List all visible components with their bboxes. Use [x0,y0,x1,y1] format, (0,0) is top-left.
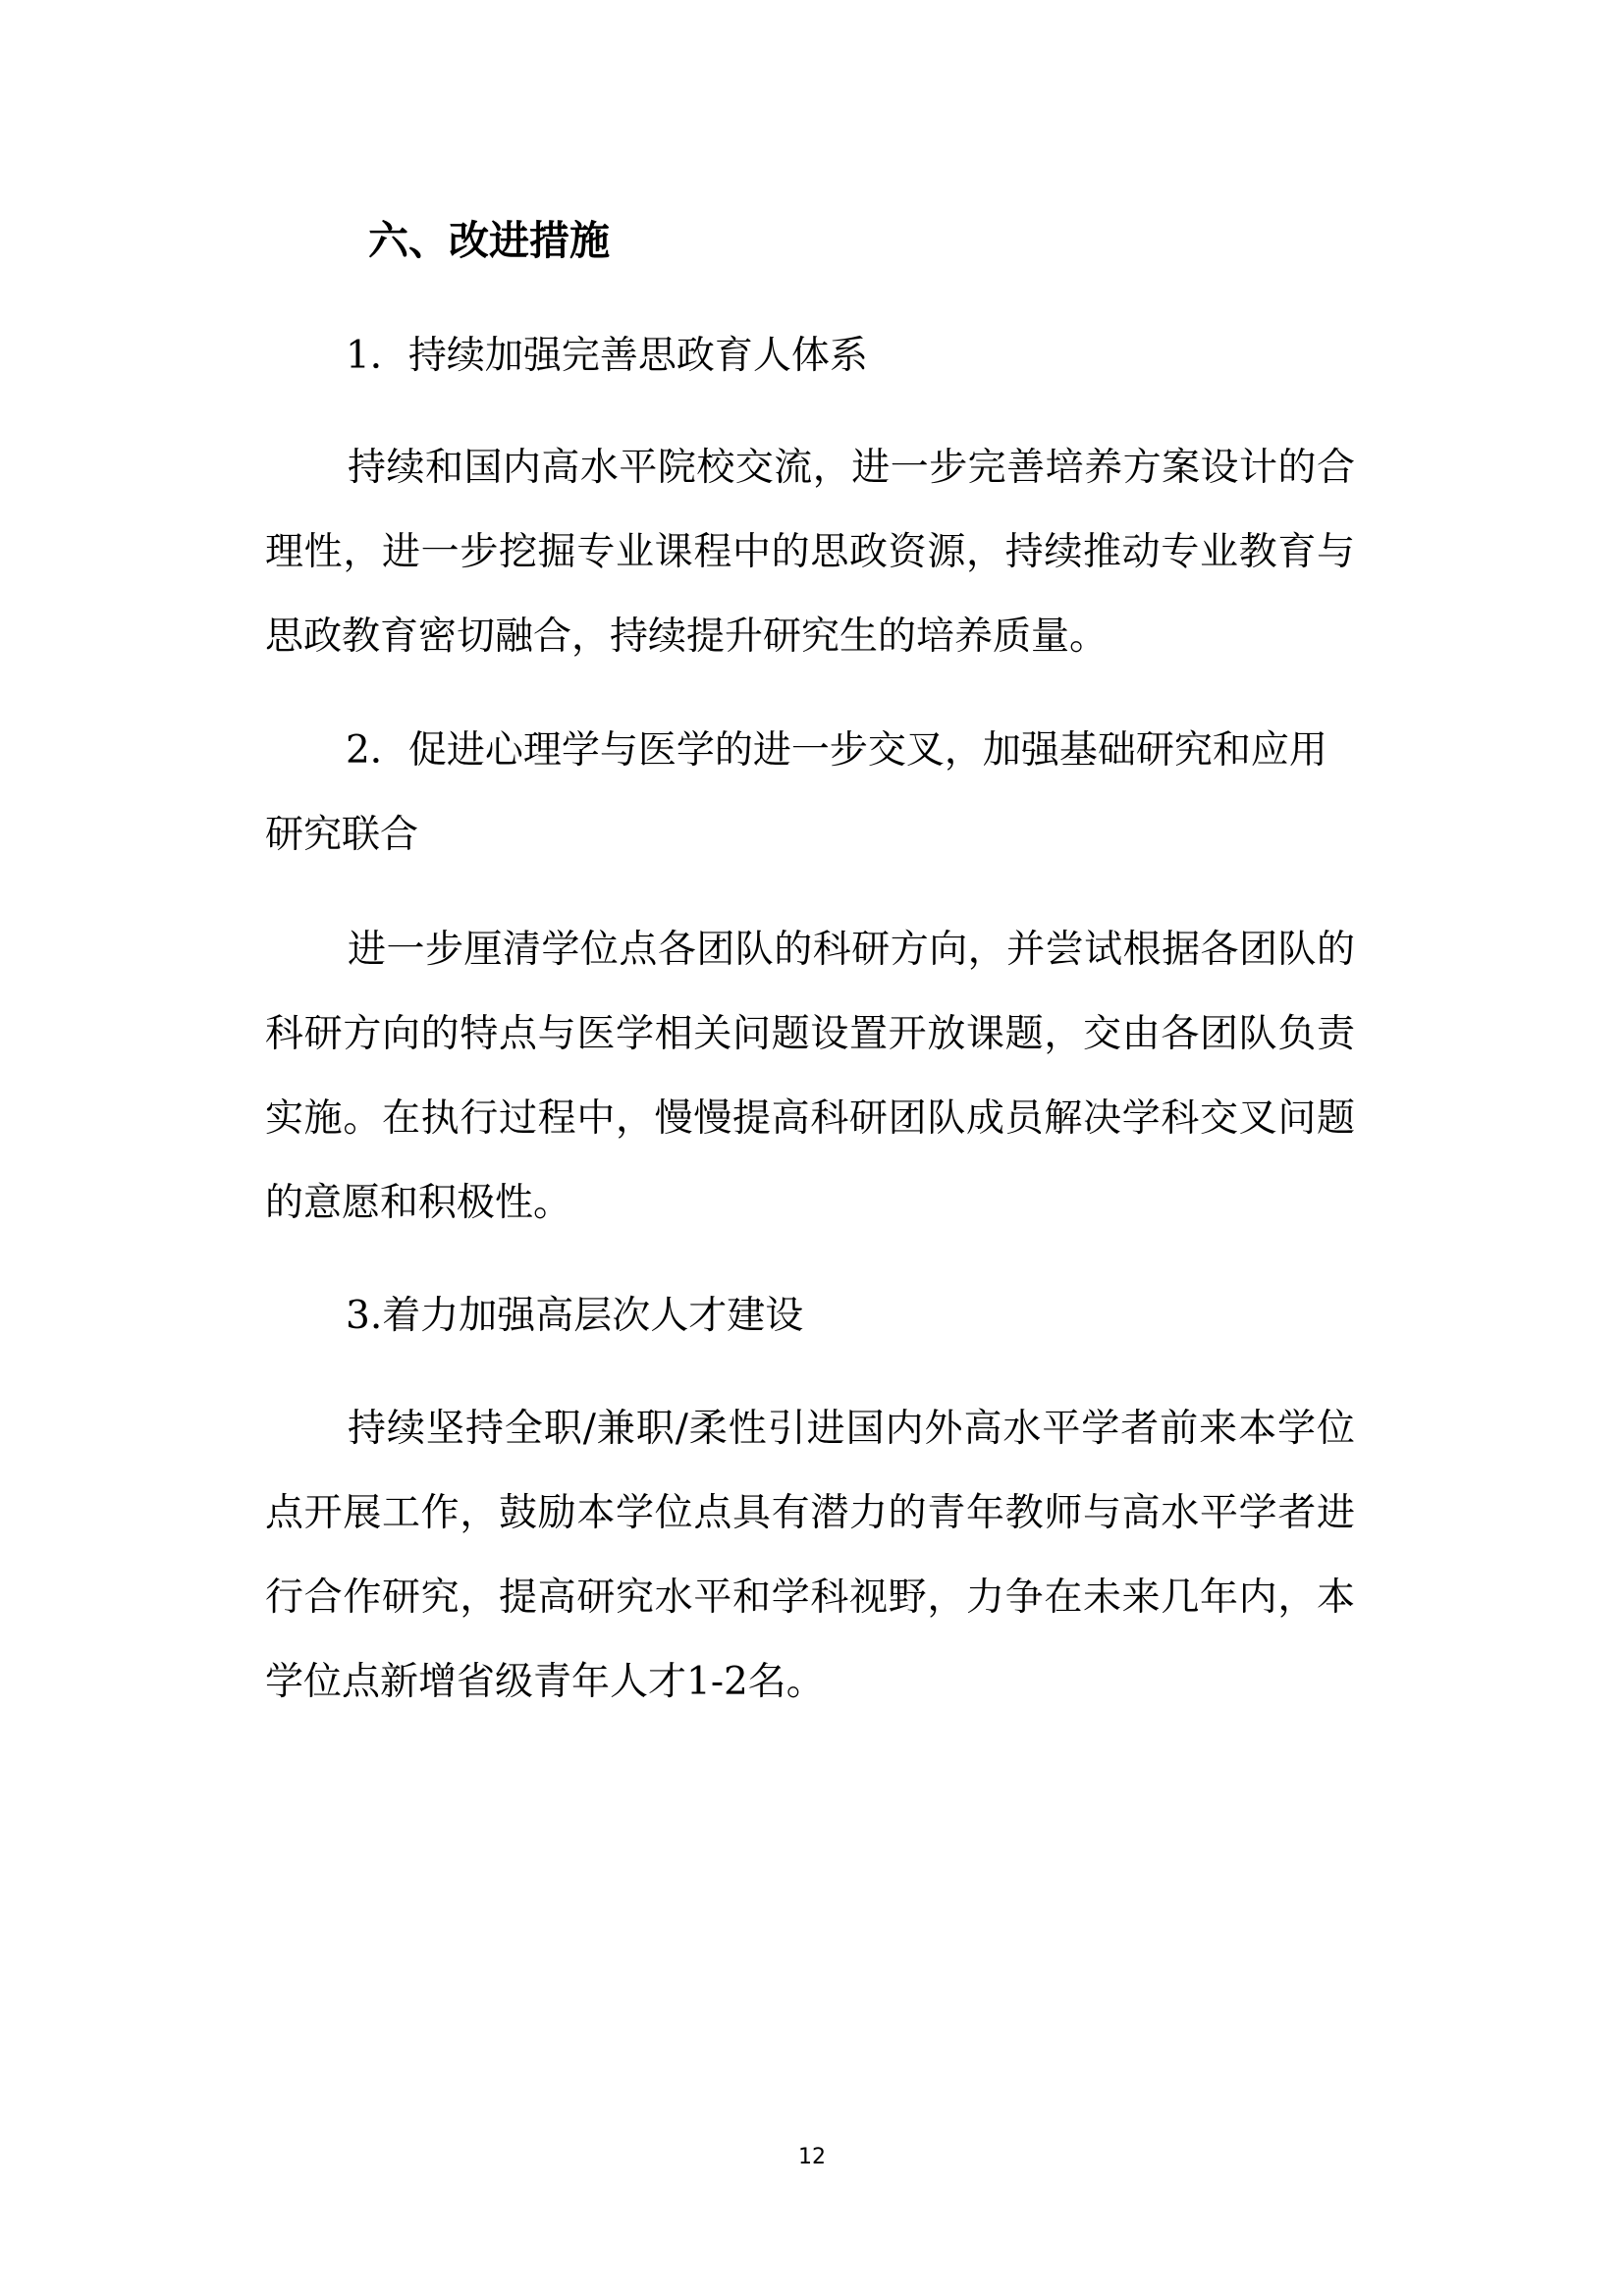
item-1-body: 持续和国内高水平院校交流，进一步完善培养方案设计的合理性，进一步挖掘专业课程中的思政资源，持续推动专业教育与思政教育密切融合，持续提升研究生的培养质量。 [265,446,1355,659]
item-2-body: 进一步厘清学位点各团队的科研方向，并尝试根据各团队的科研方向的特点与医学相关问题设置开放课题，交由各团队负责实施。在执行过程中，慢慢提高科研团队成员解决学科交叉问题的意愿和积极性。 [265,928,1355,1225]
item-1-title: 1．持续加强完善思政育人体系 [346,334,868,378]
item-3-body: 持续坚持全职/兼职/柔性引进国内外高水平学者前来本学位点开展工作，鼓励本学位点具有潜力的青年教师与高水平学者进行合作研究，提高研究水平和学科视野，力争在未来几年内，本学位点新增省级青年人才1-2名。 [265,1407,1355,1704]
item-2-title: 2．促进心理学与医学的进一步交叉，加强基础研究和应用研究联合 [265,728,1327,857]
page-number: 12 [798,2145,826,2169]
section-heading: 六、改进措施 [368,217,610,264]
item-3-title: 3.着力加强高层次人才建设 [346,1294,804,1338]
